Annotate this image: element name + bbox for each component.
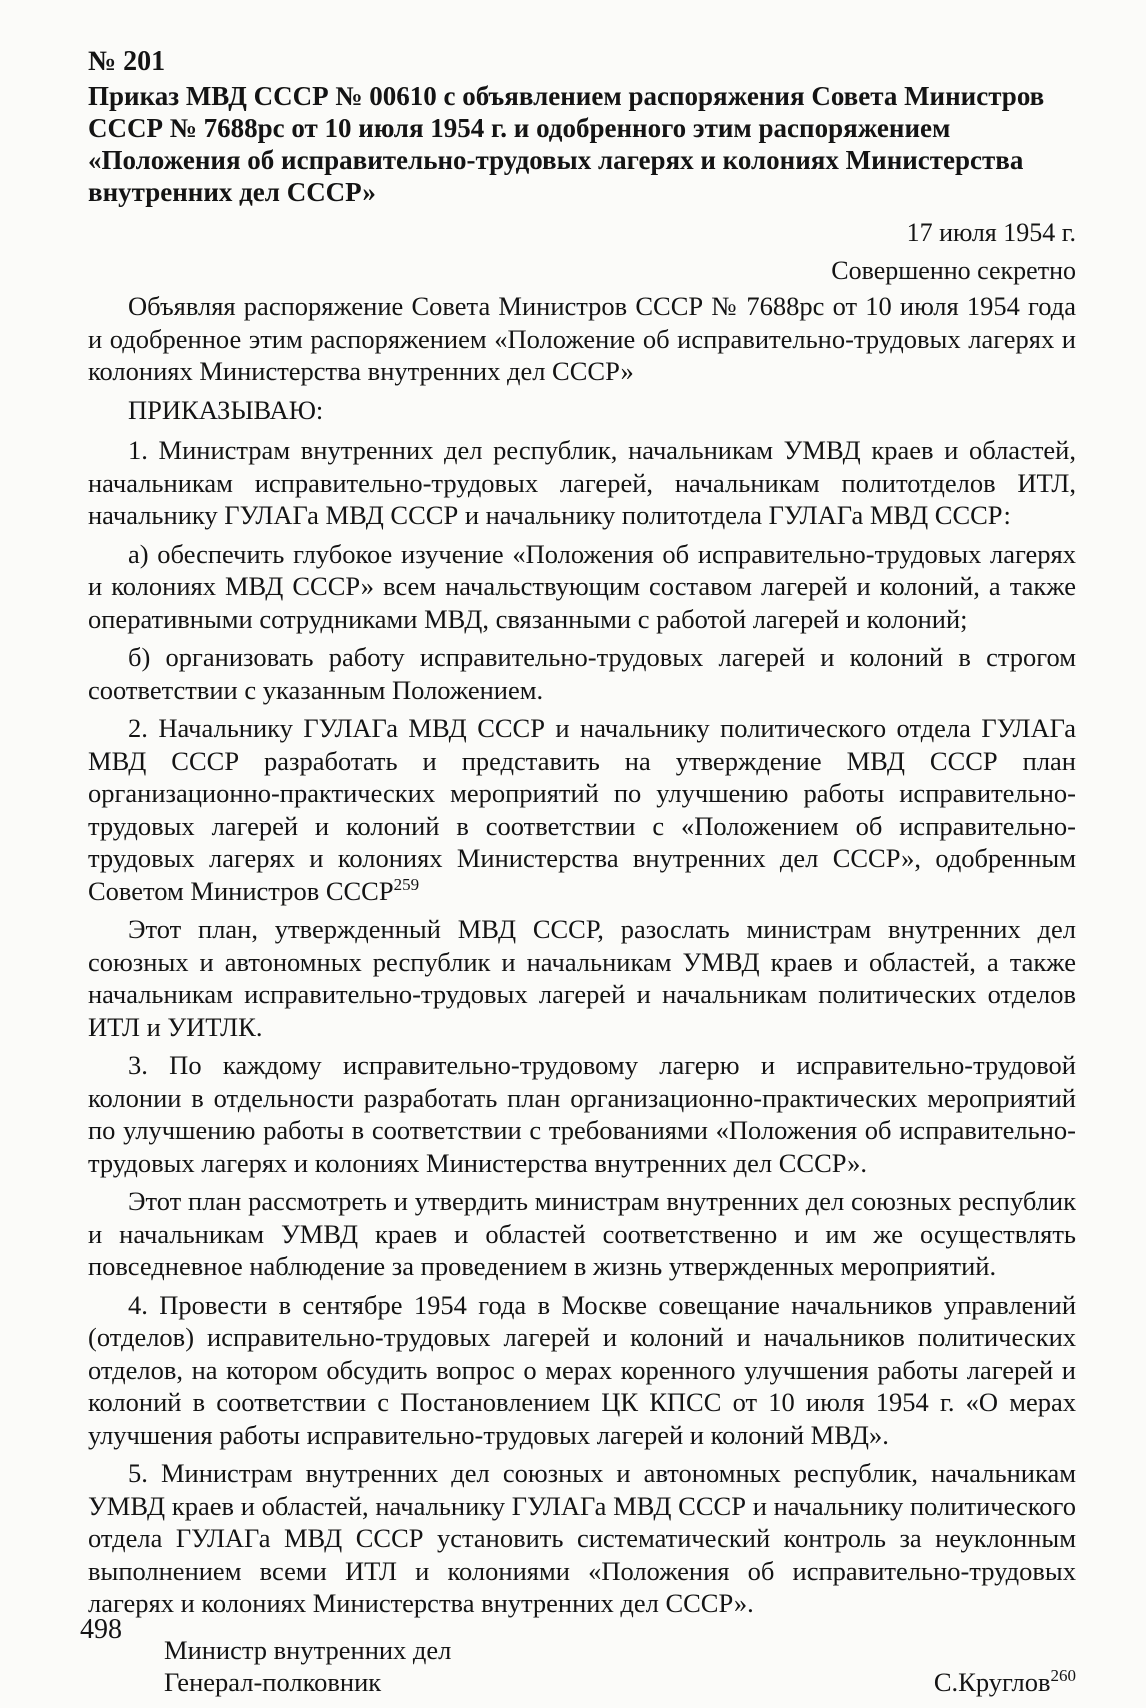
- paragraph-4: 4. Провести в сентябре 1954 года в Москве совещание начальников управлений (отделов) исправительно-трудовых лагерей и колоний и начальников политических отделов, на котором обсудить вопрос о мерах коренного улучшения работы лагерей и колоний в соответствии с Постановлением ЦК КПСС от 10 июля 1954 г. «О мерах улучшения работы исправительно-трудовых лагерей и колоний МВД».: [88, 1289, 1076, 1450]
- paragraph-2: [88, 712, 1076, 907]
- paragraph-1a: а) обеспечить глубокое изучение «Положения об исправительно-трудовых лагерях и колониях МВД СССР» всем начальствующим составом лагерей и колоний, а также оперативными сотрудниками МВД, связанными с работой лагерей и колоний;: [88, 538, 1076, 634]
- document-body: [88, 290, 1076, 1620]
- paragraph-3b: Этот план рассмотреть и утвердить министрам внутренних дел союзных республик и начальникам УМВД краев и областей соответственно и им же осуществлять повседневное наблюдение за проведением в жизнь утвержденных мероприятий.: [88, 1186, 1076, 1281]
- document-date: 17 июля 1954 г.: [906, 218, 1076, 247]
- footnote-ref-259[interactable]: 259: [393, 874, 420, 894]
- signer-rank: Генерал-полковник: [164, 1666, 382, 1697]
- paragraph-1b: б) организовать работу исправительно-трудовых лагерей и колоний в строгом соответствии с указанным Положением.: [88, 642, 1076, 705]
- page-number: 498: [80, 1614, 122, 1645]
- signer-position: Министр внутренних дел: [164, 1634, 452, 1665]
- classification-stamp: Совершенно секретно: [831, 256, 1076, 285]
- signature-block: [88, 1634, 1076, 1700]
- document-number: № 201: [88, 46, 166, 77]
- paragraph-2-text: 2. Начальнику ГУЛАГа МВД СССР и начальнику политического отдела ГУЛАГа МВД СССР разработать и представить на утверждение МВД СССР план организационно-практических мероприятий по улучшению работы исправительно-трудовых лагерей и колоний в соответствии с «Положением об исправительно-трудовых лагерях и колониях Министерства внутренних дел СССР», одобренным Советом Министров СССР: [88, 713, 1076, 906]
- document-title: Приказ МВД СССР № 00610 с объявлением распоряжения Совета Министров СССР № 7688рс от 10 июля 1954 г. и одобренного этим распоряжением «Положения об исправительно-трудовых лагерях и колониях Министерства внутренних дел СССР»: [88, 81, 1045, 207]
- paragraph-3: 3. По каждому исправительно-трудовому лагерю и исправительно-трудовой колонии в отдельности разработать план организационно-практических мероприятий по улучшению работы в соответствии с требованиями «Положения об исправительно-трудовых лагерях и колониях Министерства внутренних дел СССР».: [88, 1050, 1076, 1178]
- paragraph-2b: Этот план, утвержденный МВД СССР, разослать министрам внутренних дел союзных и автономных республик и начальникам УМВД краев и областей, а также начальникам исправительно-трудовых лагерей и начальникам политических отделов ИТЛ и УИТЛК.: [88, 914, 1076, 1042]
- order-word: ПРИКАЗЫВАЮ:: [128, 394, 324, 425]
- intro-paragraph: Объявляя распоряжение Совета Министров СССР № 7688рс от 10 июля 1954 года и одобренное этим распоряжением «Положение об исправительно-трудовых лагерях и колониях Министерства внутренних дел СССР»: [88, 291, 1076, 386]
- paragraph-5: 5. Министрам внутренних дел союзных и автономных республик, начальникам УМВД краев и областей, начальнику ГУЛАГа МВД СССР и начальнику политического отдела ГУЛАГа МВД СССР установить систематический контроль за неуклонным выполнением всеми ИТЛ и колониями «Положения об исправительно-трудовых лагерях и колониях Министерства внутренних дел СССР».: [88, 1458, 1076, 1618]
- footnote-ref-260[interactable]: 260: [1050, 1665, 1076, 1685]
- signer-name: С.Круглов: [933, 1666, 1051, 1697]
- signer-name-wrap: [934, 1666, 1076, 1698]
- paragraph-1: 1. Министрам внутренних дел республик, начальникам УМВД краев и областей, начальникам исправительно-трудовых лагерей, начальникам политотделов ИТЛ, начальнику ГУЛАГа МВД СССР и начальнику политотдела ГУЛАГа МВД СССР:: [88, 435, 1076, 530]
